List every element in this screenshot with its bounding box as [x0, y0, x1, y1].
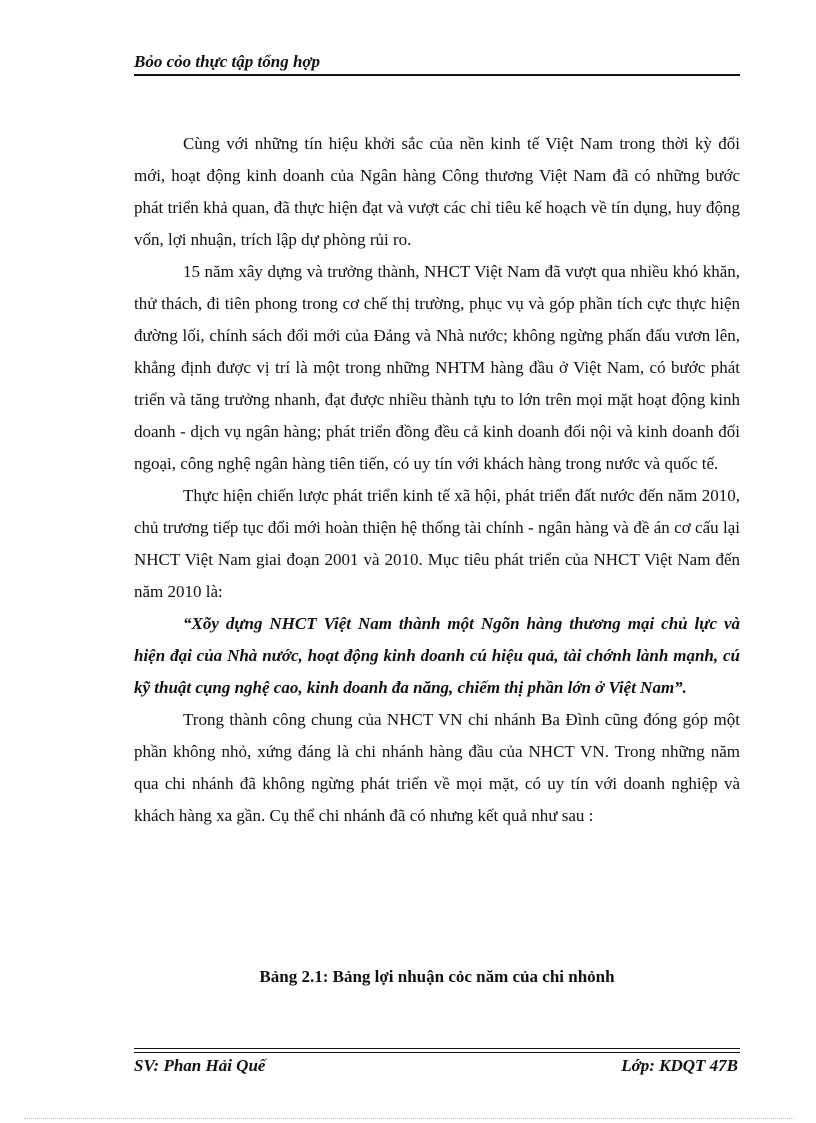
paragraph-branch: Trong thành công chung của NHCT VN chi nhánh Ba Đình cũng đóng góp một phần không nhỏ, xứng đáng là chi nhánh hàng đầu của NHCT VN. Trong những năm qua chi nhánh đã không ngừng phát triển về mọi mặt, có uy tín với doanh nghiệp và khách hàng xa gần. Cụ thể chi nhánh đã có nhưng kết quả như sau : [134, 710, 740, 825]
document-body [134, 128, 740, 832]
footer-divider [134, 1048, 740, 1053]
paragraph-achievements: 15 năm xây dựng và trưởng thành, NHCT Việt Nam đã vượt qua nhiều khó khăn, thử thách, đi tiên phong trong cơ chế thị trường, phục vụ và góp phần tích cực thực hiện đường lối, chính sách đổi mới của Đảng và Nhà nước; không ngừng phấn đấu vươn lên, khẳng định được vị trí là một trong những NHTM hàng đầu ở Việt Nam, có bước phát triển và tăng trưởng nhanh, đạt được nhiều thành tựu to lớn trên mọi mặt hoạt động kinh doanh - dịch vụ ngân hàng; phát triển đồng đều cả kinh doanh đối nội và kinh doanh đối ngoại, công nghệ ngân hàng tiên tiến, có uy tín với khách hàng trong nước và quốc tế. [134, 262, 740, 473]
page-header [134, 48, 740, 76]
paragraph-goal-quote: “Xõy dựng NHCT Việt Nam thành một Ngõn hàng thương mại chủ lực và hiện đại của Nhà nước, hoạt động kinh doanh cú hiệu quả, tài chớnh lành mạnh, cú kỹ thuật cụng nghệ cao, kinh doanh đa năng, chiếm thị phần lớn ở Việt Nam”. [134, 614, 740, 697]
page-edge-divider [24, 1118, 794, 1119]
footer-student: SV: Phan Hải Quế [134, 1056, 266, 1075]
report-title: Bỏo cỏo thực tập tổng hợp [134, 52, 321, 71]
table-caption: Bảng 2.1: Bảng lợi nhuận cỏc năm của chi nhỏnh [259, 967, 615, 986]
paragraph-strategy: Thực hiện chiến lược phát triển kinh tế xã hội, phát triển đất nước đến năm 2010, chủ trương tiếp tục đổi mới hoàn thiện hệ thống tài chính - ngân hàng và đề án cơ cấu lại NHCT Việt Nam giai đoạn 2001 và 2010. Mục tiêu phát triển của NHCT Việt Nam đến năm 2010 là: [134, 486, 740, 601]
paragraph-intro: Cùng với những tín hiệu khởi sắc của nền kinh tế Việt Nam trong thời kỳ đổi mới, hoạt động kinh doanh của Ngân hàng Công thương Việt Nam đã có những bước phát triển khả quan, đã thực hiện đạt và vượt các chỉ tiêu kế hoạch về tín dụng, huy động vốn, lợi nhuận, trích lập dự phòng rủi ro. [134, 134, 740, 249]
footer-class: Lớp: KDQT 47B [621, 1056, 738, 1075]
